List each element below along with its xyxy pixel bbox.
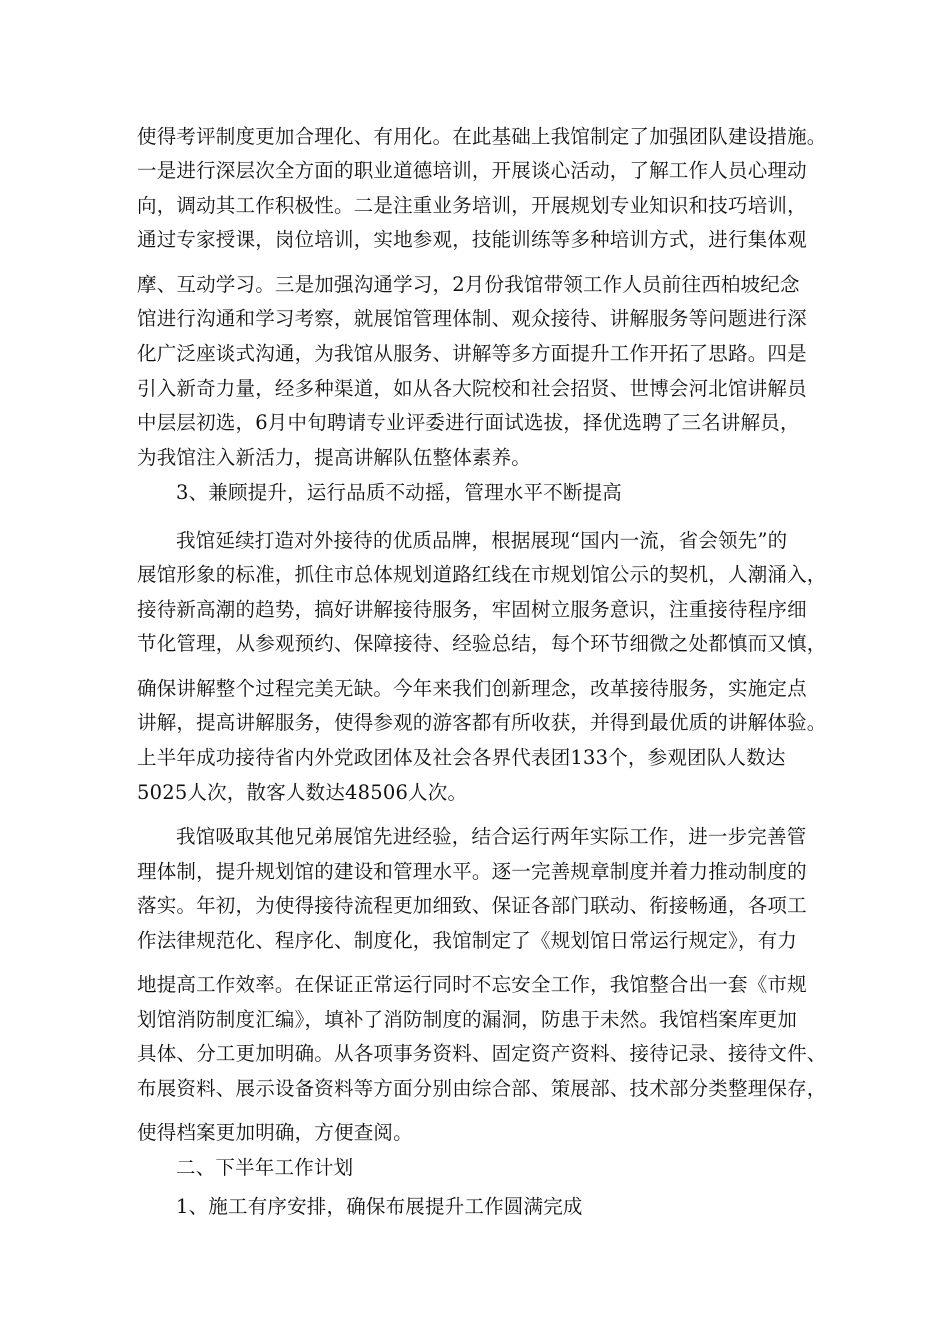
- text-line: 地提高工作效率。在保证正常运行同时不忘安全工作，我馆整合出一套《市规: [137, 973, 807, 996]
- text-line: 向，调动其工作积极性。二是注重业务培训，开展规划专业知识和技巧培训，: [137, 194, 807, 217]
- text-line: 节化管理，从参观预约、保障接待、经验总结，每个环节细微之处都慎而又慎，: [137, 632, 827, 655]
- text-line: 讲解，提高讲解服务，使得参观的游客都有所收获，并得到最优质的讲解体验。: [137, 711, 827, 734]
- text-line: 化广泛座谈式沟通，为我馆从服务、讲解等多方面提升工作开拓了思路。四是: [137, 342, 807, 365]
- paragraph-start: 我馆延续打造对外接待的优质品牌，根据展现“国内一流，省会领先”的: [176, 529, 788, 552]
- section-heading: 二、下半年工作计划: [176, 1156, 354, 1179]
- text-line: 接待新高潮的趋势，搞好讲解接待服务，牢固树立服务意识，注重接待程序细: [137, 598, 807, 621]
- text-line: 馆进行沟通和学习考察，就展馆管理体制、观众接待、讲解服务等问题进行深: [137, 307, 807, 330]
- text-line: 5025人次，散客人数达48506人次。: [137, 781, 468, 804]
- text-line: 使得档案更加明确，方便查阅。: [137, 1121, 413, 1144]
- text-line: 上半年成功接待省内外党政团体及社会各界代表团133个，参观团队人数达: [137, 746, 786, 769]
- text-line: 引入新奇力量，经多种渠道，如从各大院校和社会招贤、世博会河北馆讲解员: [137, 377, 807, 400]
- text-line: 使得考评制度更加合理化、有用化。在此基础上我馆制定了加强团队建设措施。: [137, 125, 827, 148]
- text-line: 划馆消防制度汇编》，填补了消防制度的漏洞，防患于未然。我馆档案库更加: [137, 1008, 798, 1031]
- text-line: 理体制，提升规划馆的建设和管理水平。逐一完善规章制度并着力推动制度的: [137, 860, 807, 883]
- text-line: 布展资料、展示设备资料等方面分别由综合部、策展部、技术部分类整理保存，: [137, 1077, 827, 1100]
- section-heading: 3、兼顾提升，运行品质不动摇，管理水平不断提高: [176, 481, 623, 504]
- text-line: 具体、分工更加明确。从各项事务资料、固定资产资料、接待记录、接待文件、: [137, 1042, 827, 1065]
- text-line: 落实。年初，为使得接待流程更加细致、保证各部门联动、衔接畅通，各项工: [137, 894, 807, 917]
- subsection-heading: 1、施工有序安排，确保布展提升工作圆满完成: [176, 1195, 583, 1218]
- text-line: 一是进行深层次全方面的职业道德培训，开展谈心活动，了解工作人员心理动: [137, 159, 807, 182]
- text-line: 确保讲解整个过程完美无缺。今年来我们创新理念，改革接待服务，实施定点: [137, 677, 807, 700]
- text-line: 通过专家授课，岗位培训，实地参观，技能训练等多种培训方式，进行集体观: [137, 228, 807, 251]
- text-line: 作法律规范化、程序化、制度化，我馆制定了《规划馆日常运行规定》，有力: [137, 929, 798, 952]
- text-line: 展馆形象的标准，抓住市总体规划道路红线在市规划馆公示的契机，人潮涌入，: [137, 563, 827, 586]
- text-line: 摩、互动学习。三是加强沟通学习，2月份我馆带领工作人员前往西柏坡纪念: [137, 273, 800, 296]
- paragraph-start: 我馆吸取其他兄弟展馆先进经验，结合运行两年实际工作，进一步完善管: [176, 825, 807, 848]
- text-line: 为我馆注入新活力，提高讲解队伍整体素养。: [137, 446, 532, 469]
- text-line: 中层层初选，6月中旬聘请专业评委进行面试选拔，择优选聘了三名讲解员，: [137, 411, 800, 434]
